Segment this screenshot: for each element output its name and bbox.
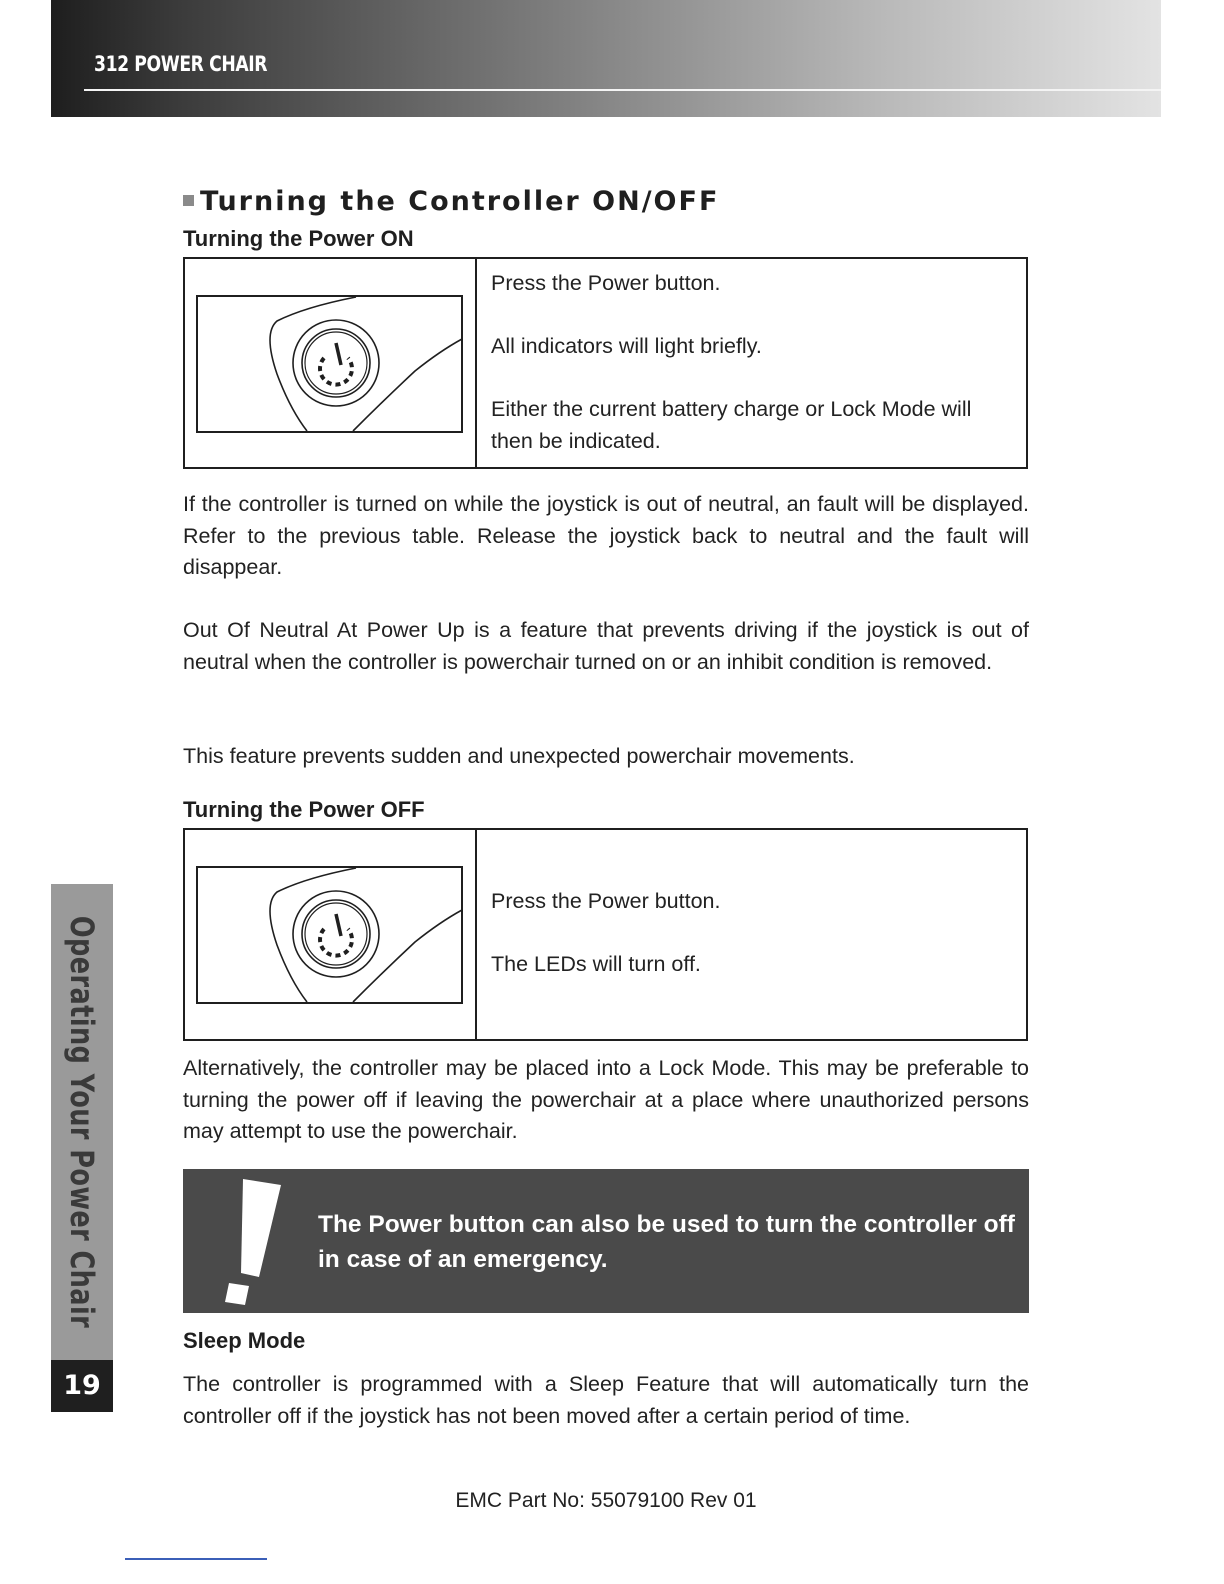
sleep-mode-heading: Sleep Mode bbox=[183, 1328, 306, 1353]
footer-rule bbox=[125, 1558, 267, 1560]
warning-callout bbox=[183, 1169, 1029, 1313]
page-number: 19 bbox=[51, 1360, 113, 1412]
power-off-step: Press the Power button. bbox=[491, 889, 721, 913]
out-of-neutral-feature-paragraph: Out Of Neutral At Power Up is a feature that prevents driving if the joystick is out of neutral when the controller is powerchair turned on or an inhibit condition is removed. bbox=[183, 618, 1029, 674]
section-title: Turning the Controller ON/OFF bbox=[183, 186, 719, 217]
power-on-table bbox=[183, 257, 1028, 469]
exclamation-icon bbox=[219, 1179, 289, 1307]
power-off-steps bbox=[491, 886, 1016, 981]
power-off-image-cell bbox=[185, 830, 477, 1039]
sleep-mode-paragraph: The controller is programmed with a Sleep Feature that will automatically turn the controller off if the joystick has not been moved after a certain period of time. bbox=[183, 1372, 1029, 1428]
power-on-step: Press the Power button. bbox=[491, 271, 721, 295]
out-of-neutral-paragraph: If the controller is turned on while the joystick is out of neutral, an fault will be displayed. Refer to the previous table. Release the joystick back to neutral and the fault will disappear. bbox=[183, 492, 1029, 579]
warning-text: The Power button can also be used to turn the controller off in case of an emergency. bbox=[318, 1211, 1015, 1273]
power-off-table bbox=[183, 828, 1028, 1041]
feature-purpose-paragraph: This feature prevents sudden and unexpected powerchair movements. bbox=[183, 744, 855, 768]
power-on-step: All indicators will light briefly. bbox=[491, 334, 762, 358]
power-off-step: The LEDs will turn off. bbox=[491, 952, 701, 976]
power-off-heading: Turning the Power OFF bbox=[183, 797, 425, 822]
power-on-image-cell bbox=[185, 259, 477, 467]
square-bullet-icon bbox=[183, 195, 194, 206]
header-title: 312 POWER CHAIR bbox=[94, 52, 268, 76]
footer-part-number: EMC Part No: 55079100 Rev 01 bbox=[455, 1489, 757, 1512]
header-divider bbox=[84, 89, 1161, 91]
chapter-title: Operating Your Power Chair bbox=[63, 915, 101, 1329]
lock-mode-paragraph: Alternatively, the controller may be placed into a Lock Mode. This may be preferable to turning the power off if leaving the powerchair at a place where unauthorized persons may attempt to use the powerchair. bbox=[183, 1056, 1029, 1143]
power-button-illustration-icon bbox=[185, 830, 475, 1039]
power-on-step: Either the current battery charge or Lock Mode will then be indicated. bbox=[491, 397, 972, 453]
power-on-steps bbox=[491, 268, 1016, 457]
power-button-illustration-icon bbox=[185, 259, 475, 467]
power-on-heading: Turning the Power ON bbox=[183, 226, 414, 251]
